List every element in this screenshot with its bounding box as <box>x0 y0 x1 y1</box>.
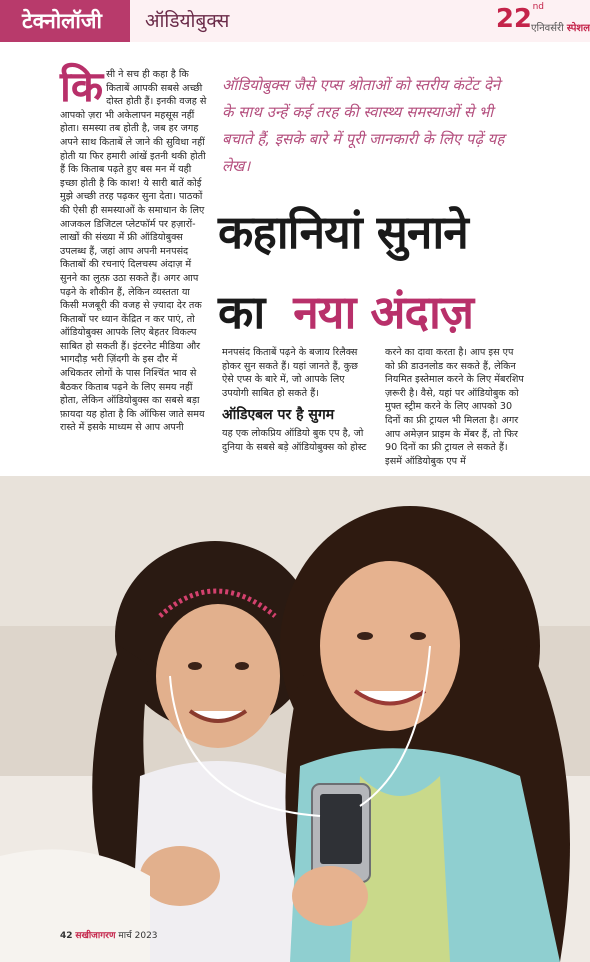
girl-eye-right <box>235 662 249 670</box>
headline-part-b: नया अंदाज़ <box>293 285 474 339</box>
article-column-left <box>60 62 208 435</box>
article-column-middle <box>222 346 370 455</box>
anniversary-special: स्पेशल <box>566 23 590 34</box>
headline-line-2 <box>218 280 473 342</box>
body-text-left: सी ने सच ही कहा है कि किताबें आपकी सबसे अच्छी दोस्त होती हैं। इनकी वजह से आपको ज़रा भी अकेलापन महसूस नहीं होता। समस्या तब होती है, जब हर जगह अपने साथ किताबें ले जाने की सुविधा नहीं होती या फिर हमारी आंखें इतनी थकी होती हैं कि किताब पढ़ते हुए बस मन में यही इच्छा होती है कि काश! ये सारी बातें कोई मुझे अच्छी तरह पढ़कर सुना देता। पाठकों की ऐसी ही समस्याओं के समाधान के लिए आजकल डिजिटल प्लेटफॉर्म पर हज़ारों-लाखों की संख्या में फ्री ऑडियोबुक्स उपलब्ध हैं, जहां आप अपनी मनपसंद किताबों की रचनाएं दिलचस्प अंदाज़ में सुनने का लुत्फ़ उठा सकते हैं। अगर आप पढ़ने के शौकीन हैं, लेकिन व्यस्तता या किसी मजबूरी की वजह से ज़्यादा देर तक किताबों पर ध्यान केंद्रित न कर पाएं, तो ऑडियोबुक्स आपके लिए बेहतर विकल्प साबित हो सकती हैं। इंटरनेट मीडिया और भागदौड़ भरी ज़िंदगी के इस दौर में अधिकतर लोगों के पास निश्चिंत भाव से बैठकर किताब पढ़ने के लिए समय नहीं होता, लेकिन ऑडियोबुक्स का सबसे बड़ा फ़ायदा यह होता है कि ऑफिस जाते समय रास्ते में इसके माध्यम से आप अपनी <box>60 69 207 434</box>
girl-face <box>156 604 280 748</box>
article-column-right <box>385 346 525 468</box>
body-text-right: करने का दावा करता है। आप इस एप को फ्री डाउनलोड कर सकते हैं, लेकिन नियमित इस्तेमाल करने के लिए मेंबरशिप ज़रूरी है। वैसे, यहां पर ऑडियोबुक को मुफ्त स्ट्रीम करने के लिए आपको 30 दिनों का फ्री ट्रायल भी मिलता है। अगर आप अमेज़न प्राइम के मेंबर हैं, तो फिर 90 दिनों का फ्री ट्रायल ले सकते हैं। इसमें ऑडियोबुक एप में <box>385 347 524 467</box>
magazine-name: सखीजागरण <box>75 931 116 941</box>
page-header <box>0 0 590 42</box>
body-text-middle-bottom: यह एक लोकप्रिय ऑडियो बुक एप है, जो दुनिया के सबसे बड़े ऑडियोबुक्स को होस्ट <box>222 428 367 453</box>
article-photo <box>0 476 590 962</box>
headline-line-1: कहानियां सुनाने <box>218 205 468 259</box>
issue-date: मार्च 2023 <box>118 931 158 941</box>
girl-eye-left <box>188 662 202 670</box>
woman-eye-right <box>410 632 426 640</box>
phone-screen <box>320 794 362 864</box>
section-subtitle: ऑडियोबुक्स <box>145 10 230 32</box>
section-tab: टेक्नोलॉजी <box>0 0 130 42</box>
anniversary-number: 22 <box>495 4 532 34</box>
article-intro: ऑडियोबुक्स जैसे एप्स श्रोताओं को स्तरीय कंटेंट देने के साथ उन्हें कई तरह की स्वास्थ्य समस्याओं से भी बचाते हैं, इसके बारे में पूरी जानकारी के लिए पढ़ें यह लेख। <box>222 76 505 175</box>
anniversary-suffix: nd <box>532 2 544 12</box>
woman-hand <box>292 866 368 926</box>
fur-rug <box>0 849 150 962</box>
woman-eye-left <box>357 632 373 640</box>
subheading: ऑडिएबल पर है सुगम <box>222 407 335 424</box>
headline-part-a: का <box>218 285 265 339</box>
girl-hands <box>140 846 220 906</box>
photo-illustration <box>0 476 590 962</box>
page-number: 42 <box>60 931 73 941</box>
page-footer <box>60 928 158 942</box>
body-text-middle-top: मनपसंद किताबें पढ़ने के बजाय रिलैक्स होकर सुन सकते हैं। यहां जानते हैं, कुछ ऐसे एप्स के बारे में, जो आपके लिए उपयोगी साबित हो सकते हैं। <box>222 347 358 399</box>
anniversary-label-text: एनिवर्सरी <box>530 23 564 34</box>
anniversary-label <box>531 20 590 34</box>
drop-cap: कि <box>60 62 104 111</box>
